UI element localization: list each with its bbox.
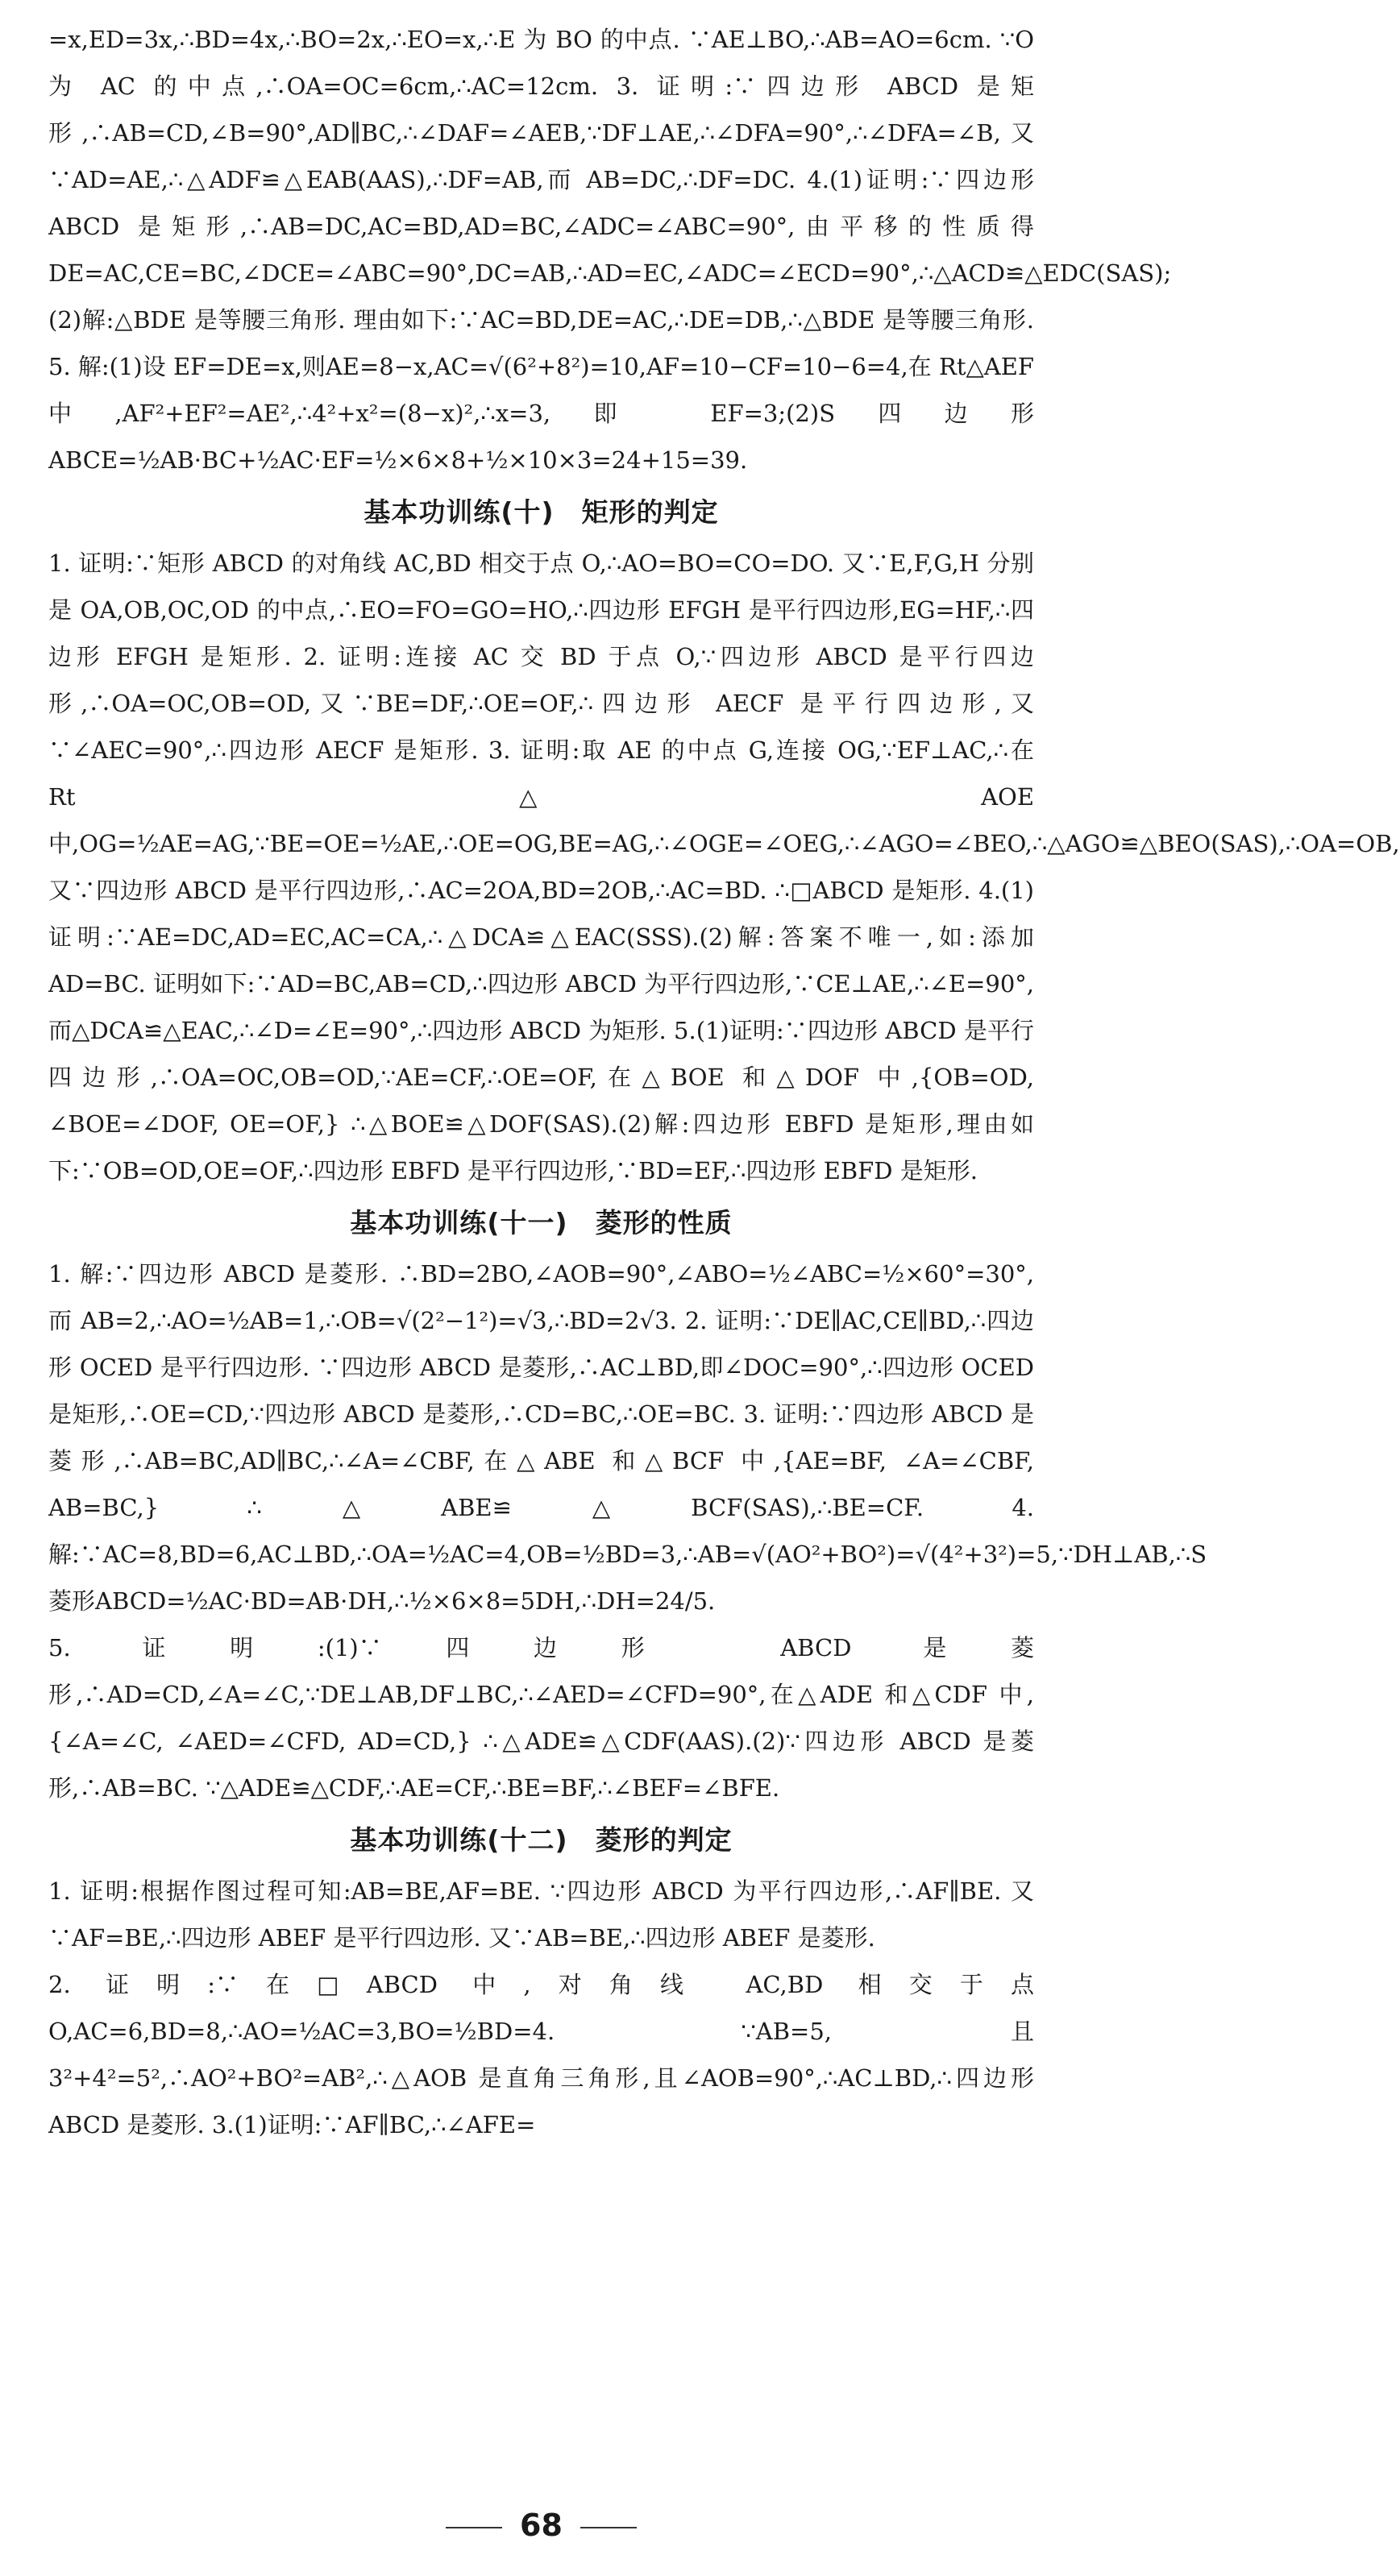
right-dash [580,2527,637,2528]
section-title-11: 基本功训练(十一) 菱形的性质 [350,1207,733,1238]
section-11-answer-5: 5. 证明:(1)∵四边形 ABCD 是菱形,∴AD=CD,∠A=∠C,∵DE⊥AB,DF⊥BC,∴∠AED=∠CFD=90°,在△ADE 和△CDF 中,{∠A=∠C, ∠AED=∠CFD, AD=CD,} ∴△ADE≌△CDF(AAS).(2)∵四边形 ABCD 是菱形,∴AB=BC. ∵△ADE≌△CDF,∴AE=CF,∴BE=BF,∴∠BEF=∠BFE. [48,1634,1034,1802]
section-12-answer-1: 1. 证明:根据作图过程可知:AB=BE,AF=BE. ∵四边形 ABCD 为平行四边形,∴AF∥BE. 又∵AF=BE,∴四边形 ABEF 是平行四边形. 又∵AB=BE,∴四边形 ABEF 是菱形. [48,1877,1034,1952]
section-12-answer-2-3: 2. 证明:∵在□ABCD 中,对角线 AC,BD 相交于点 O,AC=6,BD=8,∴AO=½AC=3,BO=½BD=4. ∵AB=5,且 3²+4²=5²,∴AO²+BO²=AB²,∴△AOB 是直角三角形,且∠AOB=90°,∴AC⊥BD,∴四边形 ABCD 是菱形. 3.(1)证明:∵AF∥BC,∴∠AFE= [48,1971,1034,2138]
left-dash [446,2527,502,2528]
page-number-text: 68 [520,2508,563,2543]
section-11-answers-1-4: 1. 解:∵四边形 ABCD 是菱形. ∴BD=2BO,∠AOB=90°,∠ABO=½∠ABC=½×60°=30°,而 AB=2,∴AO=½AB=1,∴OB=√(2²−1²)=√3,∴BD=2√3. 2. 证明:∵DE∥AC,CE∥BD,∴四边形 OCED 是平行四边形. ∵四边形 ABCD 是菱形,∴AC⊥BD,即∠DOC=90°,∴四边形 OCED 是矩形,∴OE=CD,∵四边形 ABCD 是菱形,∴CD=BC,∴OE=BC. 3. 证明:∵四边形 ABCD 是菱形,∴AB=BC,AD∥BC,∴∠A=∠CBF,在△ABE 和△BCF 中,{AE=BF, ∠A=∠CBF, AB=BC,} ∴△ABE≌△BCF(SAS),∴BE=CF. 4. 解:∵AC=8,BD=6,AC⊥BD,∴OA=½AC=4,OB=½BD=3,∴AB=√(AO²+BO²)=√(4²+3²)=5,∵DH⊥AB,∴S菱形ABCD=½AC·BD=AB·DH,∴½×6×8=5DH,∴DH=24/5. [48,1260,1207,1615]
continued-answer: =x,ED=3x,∴BD=4x,∴BO=2x,∴EO=x,∴E 为 BO 的中点. ∵AE⊥BO,∴AB=AO=6cm. ∵O 为 AC 的中点,∴OA=OC=6cm,∴AC=12cm. 3. 证明:∵四边形 ABCD 是矩形,∴AB=CD,∠B=90°,AD∥BC,∴∠DAF=∠AEB,∵DF⊥AE,∴∠DFA=90°,∴∠DFA=∠B,又∵AD=AE,∴△ADF≌△EAB(AAS),∴DF=AB,而 AB=DC,∴DF=DC. 4.(1)证明:∵四边形 ABCD 是矩形,∴AB=DC,AC=BD,AD=BC,∠ADC=∠ABC=90°,由平移的性质得 DE=AC,CE=BC,∠DCE=∠ABC=90°,DC=AB,∴AD=EC,∠ADC=∠ECD=90°,∴△ACD≌△EDC(SAS);(2)解:△BDE 是等腰三角形. 理由如下:∵AC=BD,DE=AC,∴DE=DB,∴△BDE 是等腰三角形. 5. 解:(1)设 EF=DE=x,则AE=8−x,AC=√(6²+8²)=10,AF=10−CF=10−6=4,在 Rt△AEF 中,AF²+EF²=AE²,∴4²+x²=(8−x)²,∴x=3,即 EF=3;(2)S四边形ABCE=½AB·BC+½AC·EF=½×6×8+½×10×3=24+15=39. [48,26,1172,474]
section-10-answers: 1. 证明:∵矩形 ABCD 的对角线 AC,BD 相交于点 O,∴AO=BO=CO=DO. 又∵E,F,G,H 分别是 OA,OB,OC,OD 的中点,∴EO=FO=GO=HO,∴四边形 EFGH 是平行四边形,EG=HF,∴四边形 EFGH 是矩形. 2. 证明:连接 AC 交 BD 于点 O,∵四边形 ABCD 是平行四边形,∴OA=OC,OB=OD,又∵BE=DF,∴OE=OF,∴四边形 AECF 是平行四边形,又∵∠AEC=90°,∴四边形 AECF 是矩形. 3. 证明:取 AE 的中点 G,连接 OG,∵EF⊥AC,∴在 Rt△AOE 中,OG=½AE=AG,∵BE=OE=½AE,∴OE=OG,BE=AG,∴∠OGE=∠OEG,∴∠AGO=∠BEO,∴△AGO≌△BEO(SAS),∴OA=OB,又∵四边形 ABCD 是平行四边形,∴AC=2OA,BD=2OB,∴AC=BD. ∴□ABCD 是矩形. 4.(1)证明:∵AE=DC,AD=EC,AC=CA,∴△DCA≌△EAC(SSS).(2)解:答案不唯一,如:添加 AD=BC. 证明如下:∵AD=BC,AB=CD,∴四边形 ABCD 为平行四边形,∵CE⊥AE,∴∠E=90°,而△DCA≌△EAC,∴∠D=∠E=90°,∴四边形 ABCD 为矩形. 5.(1)证明:∵四边形 ABCD 是平行四边形,∴OA=OC,OB=OD,∵AE=CF,∴OE=OF,在△BOE 和△DOF 中,{OB=OD, ∠BOE=∠DOF, OE=OF,} ∴△BOE≌△DOF(SAS).(2)解:四边形 EBFD 是矩形,理由如下:∵OB=OD,OE=OF,∴四边形 EBFD 是平行四边形,∵BD=EF,∴四边形 EBFD 是矩形. [48,550,1400,1184]
page-number [0,2508,1082,2543]
section-title-10: 基本功训练(十) 矩形的判定 [364,496,719,528]
section-title-12: 基本功训练(十二) 菱形的判定 [350,1824,733,1856]
